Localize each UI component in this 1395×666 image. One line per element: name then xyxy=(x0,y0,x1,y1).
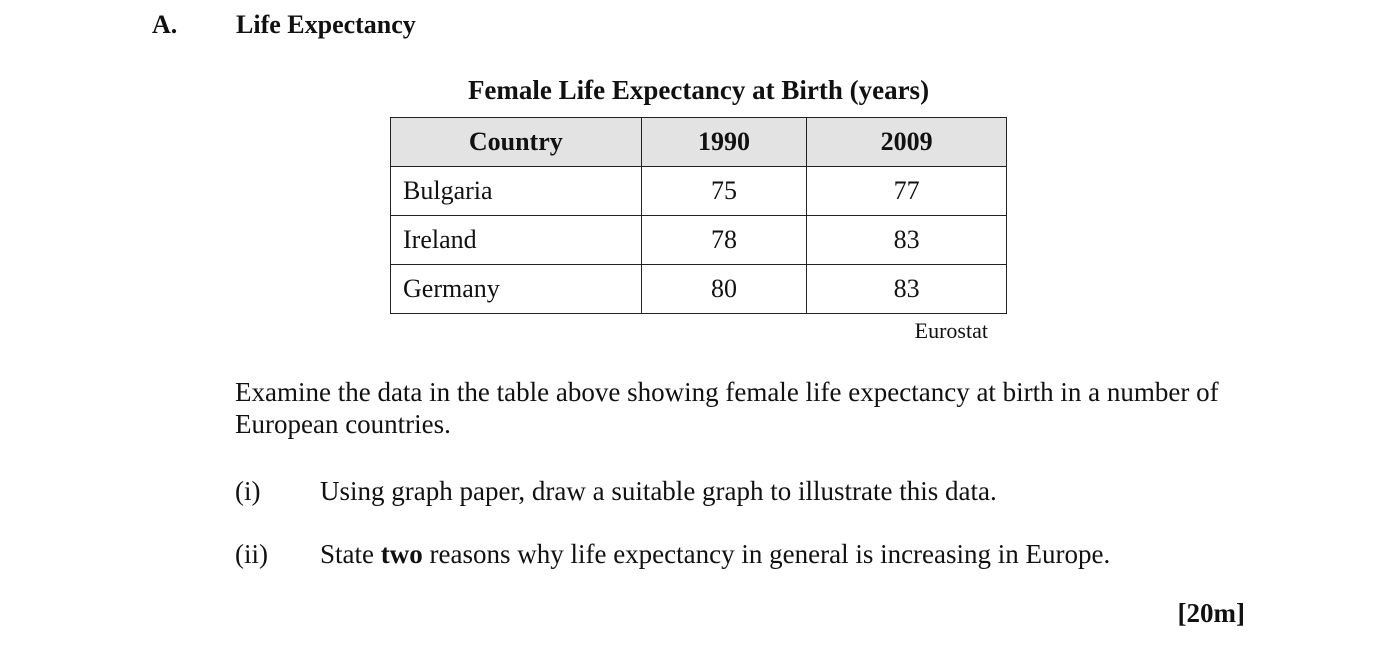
question-2-emphasis: two xyxy=(380,539,423,569)
table-row xyxy=(391,265,1007,314)
section-title: Life Expectancy xyxy=(236,10,416,39)
value-2009-cell: 83 xyxy=(807,265,1007,314)
life-expectancy-table xyxy=(390,117,1007,314)
value-1990-cell: 80 xyxy=(641,265,807,314)
country-cell: Bulgaria xyxy=(391,167,642,216)
value-1990-cell: 78 xyxy=(641,216,807,265)
question-1-text: Using graph paper, draw a suitable graph to illustrate this data. xyxy=(320,476,997,506)
header-1990: 1990 xyxy=(641,118,807,167)
country-cell: Ireland xyxy=(391,216,642,265)
table-header-row xyxy=(391,118,1007,167)
header-2009: 2009 xyxy=(807,118,1007,167)
table-row xyxy=(391,167,1007,216)
question-2-text-before: State xyxy=(320,539,381,569)
intro-paragraph: Examine the data in the table above showing female life expectancy at birth in a number of European countries. xyxy=(235,377,1219,439)
table-row xyxy=(391,216,1007,265)
table-title: Female Life Expectancy at Birth (years) xyxy=(467,75,930,105)
question-2-text-after: reasons why life expectancy in general is increasing in Europe. xyxy=(422,539,1111,569)
table-source: Eurostat xyxy=(914,318,988,343)
value-2009-cell: 83 xyxy=(807,216,1007,265)
section-letter: A. xyxy=(152,10,178,39)
question-1-number: (i) xyxy=(235,476,261,506)
question-2-text xyxy=(320,539,1110,570)
value-2009-cell: 77 xyxy=(807,167,1007,216)
header-country: Country xyxy=(391,118,642,167)
value-1990-cell: 75 xyxy=(641,167,807,216)
marks-label: [20m] xyxy=(1177,598,1245,628)
country-cell: Germany xyxy=(391,265,642,314)
question-2-number: (ii) xyxy=(235,539,268,569)
